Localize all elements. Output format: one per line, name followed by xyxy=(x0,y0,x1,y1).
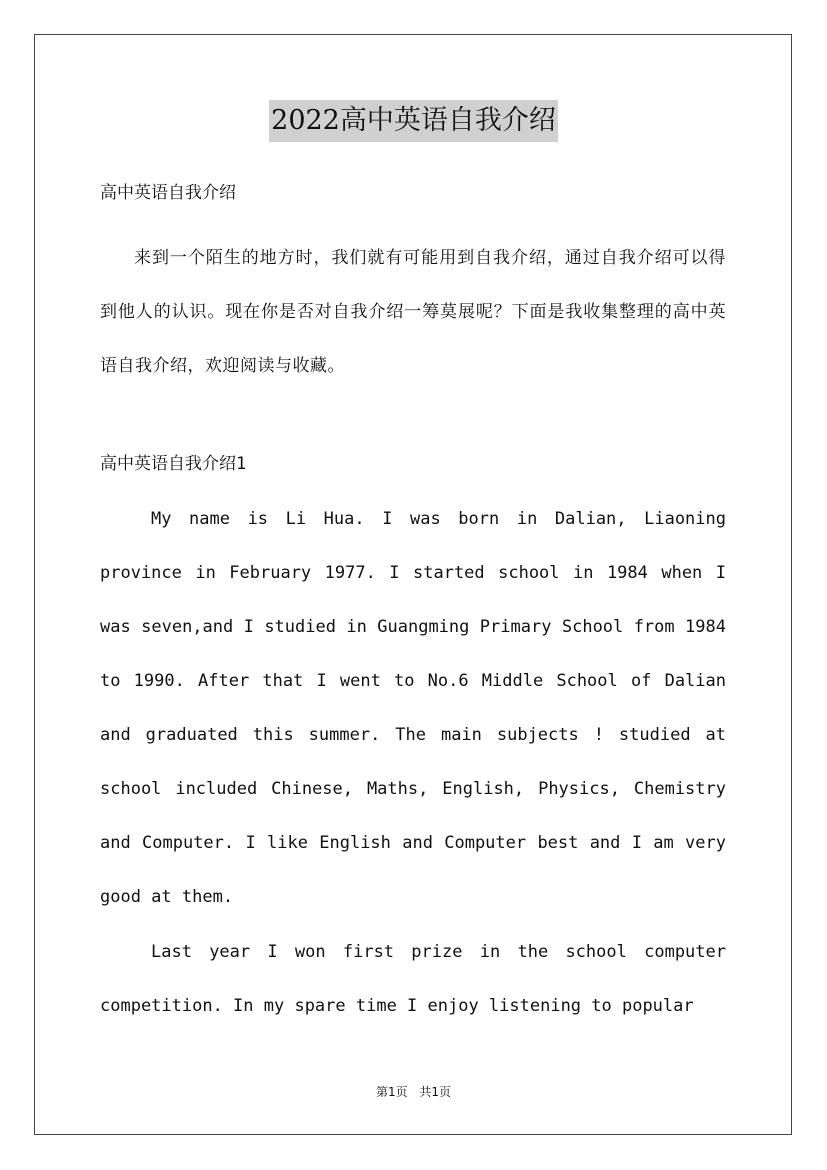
body-paragraph-2: Last year I won first prize in the school computer competition. In my spare time I enjoy listening to popular xyxy=(100,942,726,1016)
title-wrap xyxy=(0,100,827,142)
page-total: 共1页 xyxy=(419,1085,452,1099)
body-paragraph-1: My name is Li Hua. I was born in Dalian, Liaoning province in February 1977. I started school in 1984 when I was seven,and I studied in Guangming Primary School from 1984 to 1990. After that I went to No.6 Middle School of Dalian and graduated this summer. The main subjects ! studied at school included Chinese, Maths, English, Physics, Chemistry and Computer. I like English and Computer best and I am very good at them. xyxy=(100,509,726,907)
page-number: 第1页 xyxy=(375,1085,408,1099)
intro-paragraph: 来到一个陌生的地方时，我们就有可能用到自我介绍，通过自我介绍可以得到他人的认识。现在你是否对自我介绍一筹莫展呢？下面是我收集整理的高中英语自我介绍，欢迎阅读与收藏。 xyxy=(100,248,726,376)
document-title: 2022高中英语自我介绍 xyxy=(269,100,558,142)
page-footer xyxy=(0,1083,827,1100)
document-heading: 高中英语自我介绍 xyxy=(100,183,236,203)
section-heading: 高中英语自我介绍1 xyxy=(100,454,247,474)
